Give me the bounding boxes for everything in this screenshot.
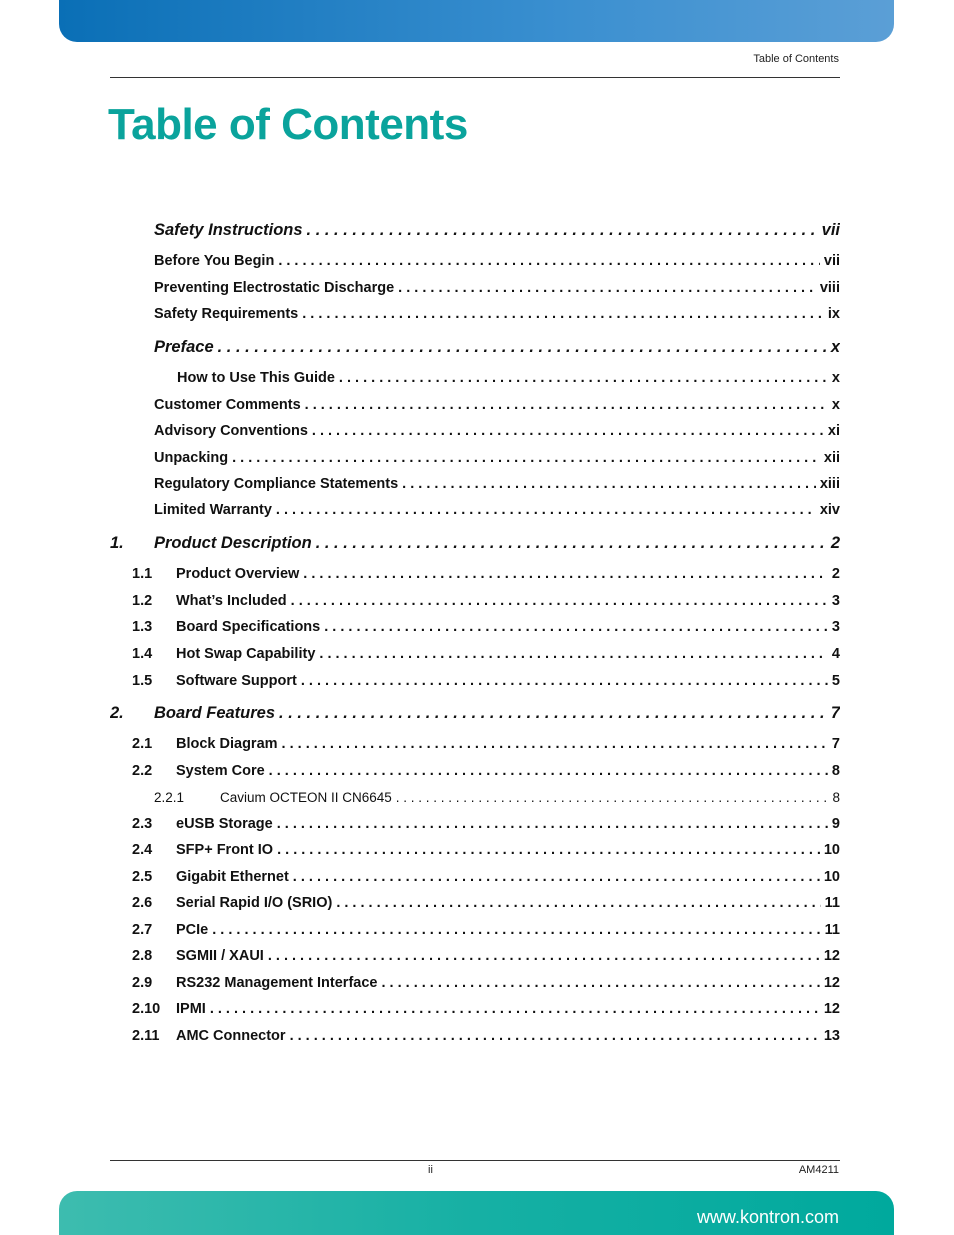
toc-entry-page: 4 (831, 646, 840, 662)
toc-leader-dots (269, 763, 828, 779)
toc-entry-number: 2.3 (132, 816, 153, 832)
footer-doc-id: AM4211 (798, 1164, 839, 1176)
toc-entry-number: 2.9 (132, 975, 153, 991)
toc-leader-dots (339, 370, 828, 386)
toc-leader-dots (303, 566, 828, 582)
toc-entry[interactable] (110, 476, 840, 498)
toc-entry-page: 11 (824, 895, 840, 911)
toc-entry-number: 2.11 (132, 1028, 160, 1044)
toc-entry-label: Board Specifications (176, 619, 321, 635)
toc-entry-number: 2.1 (132, 736, 153, 752)
toc-entry[interactable] (110, 534, 840, 556)
header-rule (110, 77, 840, 78)
toc-entry-label: Safety Instructions (154, 221, 303, 239)
toc-leader-dots (282, 736, 828, 752)
toc-entry[interactable] (110, 816, 840, 838)
toc-leader-dots (336, 895, 820, 911)
toc-entry-label: Gigabit Ethernet (176, 869, 289, 885)
toc-entry[interactable] (110, 280, 840, 302)
toc-entry-label: Serial Rapid I/O (SRIO) (176, 895, 333, 911)
toc-leader-dots (381, 975, 819, 991)
toc-entry-page: 3 (831, 593, 840, 609)
toc-entry-page: 5 (831, 673, 840, 689)
toc-entry-page: vii (823, 253, 840, 269)
toc-entry[interactable] (110, 704, 840, 726)
running-header: Table of Contents (753, 53, 839, 65)
toc-entry-page: 8 (832, 790, 840, 805)
top-banner (59, 0, 894, 42)
toc-entry[interactable] (110, 619, 840, 641)
footer-page-number: ii (428, 1164, 433, 1176)
toc-entry-label: Advisory Conventions (154, 423, 308, 439)
toc-leader-dots (210, 1001, 820, 1017)
website-link[interactable]: www.kontron.com (696, 1207, 839, 1227)
toc-entry[interactable] (110, 1028, 840, 1050)
toc-entry-page: 9 (831, 816, 840, 832)
toc-leader-dots (301, 673, 828, 689)
toc-entry[interactable] (110, 221, 840, 243)
toc-entry-label: Product Description (154, 534, 312, 552)
toc-leader-dots (232, 450, 820, 466)
toc-entry-page: 12 (823, 948, 840, 964)
toc-leader-dots (307, 221, 818, 240)
toc-entry-page: 10 (823, 869, 840, 885)
toc-entry[interactable] (110, 869, 840, 891)
toc-leader-dots (218, 338, 827, 357)
toc-entry[interactable] (110, 1001, 840, 1023)
toc-entry-label: System Core (176, 763, 265, 779)
toc-entry-label: What’s Included (176, 593, 287, 609)
toc-entry[interactable] (110, 306, 840, 328)
toc-entry-label: SFP+ Front IO (176, 842, 274, 858)
toc-entry-label: Preface (154, 338, 214, 356)
toc-entry-page: 3 (831, 619, 840, 635)
toc-entry-page: vii (821, 221, 840, 239)
toc-leader-dots (293, 869, 820, 885)
toc-entry-label: How to Use This Guide (177, 370, 335, 386)
toc-entry-label: Safety Requirements (154, 306, 299, 322)
toc-entry[interactable] (110, 423, 840, 445)
toc-entry-number: 2.2.1 (154, 790, 185, 805)
page-title: Table of Contents (108, 100, 468, 149)
toc-entry-number: 1.4 (132, 646, 153, 662)
toc-entry[interactable] (110, 370, 840, 392)
toc-entry[interactable] (110, 253, 840, 275)
toc-entry[interactable] (110, 895, 840, 917)
toc-entry-label: Board Features (154, 704, 276, 722)
toc-entry-label: AMC Connector (176, 1028, 286, 1044)
toc-leader-dots (278, 253, 820, 269)
toc-leader-dots (302, 306, 824, 322)
toc-entry-number: 2.5 (132, 869, 153, 885)
toc-leader-dots (305, 397, 828, 413)
toc-entry-number: 2.7 (132, 922, 153, 938)
toc-entry-label: Block Diagram (176, 736, 278, 752)
toc-entry-label: SGMII / XAUI (176, 948, 264, 964)
toc-entry-label: Regulatory Compliance Statements (154, 476, 399, 492)
toc-entry-label: Hot Swap Capability (176, 646, 316, 662)
toc-entry-number: 1.1 (132, 566, 153, 582)
toc-entry[interactable] (110, 736, 840, 758)
toc-entry-label: Product Overview (176, 566, 300, 582)
toc-entry-number: 2.2 (132, 763, 153, 779)
toc-entry[interactable] (110, 673, 840, 695)
toc-entry-page: xiv (819, 502, 840, 518)
toc-entry-label: Unpacking (154, 450, 229, 466)
toc-leader-dots (398, 280, 816, 296)
toc-entry[interactable] (110, 338, 840, 360)
toc-entry[interactable] (110, 922, 840, 944)
toc-leader-dots (277, 816, 828, 832)
toc-entry[interactable] (110, 763, 840, 785)
toc-entry-page: 8 (831, 763, 840, 779)
toc-leader-dots (324, 619, 828, 635)
toc-entry-page: 10 (823, 842, 840, 858)
toc-entry[interactable] (110, 450, 840, 472)
toc-entry-label: Limited Warranty (154, 502, 272, 518)
toc-entry-number: 2.6 (132, 895, 153, 911)
toc-entry-page: xi (827, 423, 840, 439)
toc-entry-page: 11 (824, 922, 840, 938)
footer-rule (110, 1160, 840, 1161)
toc-entry-page: xiii (819, 476, 840, 492)
toc-entry[interactable] (110, 397, 840, 419)
toc-entry-page: x (831, 397, 840, 413)
toc-leader-dots (290, 1028, 820, 1044)
toc-leader-dots (396, 790, 829, 805)
toc-leader-dots (268, 948, 820, 964)
toc-entry-label: RS232 Management Interface (176, 975, 378, 991)
toc-entry-label: eUSB Storage (176, 816, 273, 832)
toc-entry-page: 7 (831, 736, 840, 752)
toc-entry-page: 2 (830, 534, 840, 552)
toc-entry-page: 13 (823, 1028, 840, 1044)
toc-entry-label: PCIe (176, 922, 209, 938)
toc-leader-dots (276, 502, 816, 518)
toc-entry[interactable] (110, 502, 840, 524)
toc-entry[interactable] (110, 566, 840, 588)
toc-entry-number: 2.8 (132, 948, 153, 964)
toc-leader-dots (291, 593, 828, 609)
toc-entry-page: 2 (831, 566, 840, 582)
toc-entry[interactable] (110, 593, 840, 615)
toc-leader-dots (312, 423, 824, 439)
toc-entry-number: 1. (110, 534, 124, 552)
toc-entry-number: 1.3 (132, 619, 153, 635)
toc-entry[interactable] (110, 948, 840, 970)
toc-entry-number: 1.5 (132, 673, 153, 689)
toc-leader-dots (277, 842, 820, 858)
toc-entry[interactable] (110, 975, 840, 997)
toc-leader-dots (212, 922, 820, 938)
toc-entry-number: 1.2 (132, 593, 153, 609)
toc-entry-page: xii (823, 450, 840, 466)
toc-entry-page: x (831, 370, 840, 386)
toc-entry-label: Before You Begin (154, 253, 275, 269)
toc-entry-label: Preventing Electrostatic Discharge (154, 280, 395, 296)
toc-leader-dots (319, 646, 828, 662)
toc-entry-label: Customer Comments (154, 397, 301, 413)
toc-leader-dots (316, 534, 827, 553)
toc-entry-number: 2. (110, 704, 124, 722)
toc-entry-page: 12 (823, 975, 840, 991)
toc-entry[interactable] (110, 646, 840, 668)
toc-entry[interactable] (110, 790, 840, 812)
toc-entry-page: viii (819, 280, 840, 296)
toc-entry-page: 12 (823, 1001, 840, 1017)
toc-leader-dots (402, 476, 816, 492)
toc-entry-page: 7 (830, 704, 840, 722)
toc-entry-page: ix (827, 306, 840, 322)
toc-entry[interactable] (110, 842, 840, 864)
toc-entry-label: IPMI (176, 1001, 206, 1017)
toc-entry-label: Cavium OCTEON II CN6645 (220, 790, 392, 805)
toc-entry-page: x (830, 338, 840, 356)
toc-entry-label: Software Support (176, 673, 297, 689)
toc-entry-number: 2.4 (132, 842, 153, 858)
toc-leader-dots (279, 704, 827, 723)
toc-entry-number: 2.10 (132, 1001, 161, 1017)
